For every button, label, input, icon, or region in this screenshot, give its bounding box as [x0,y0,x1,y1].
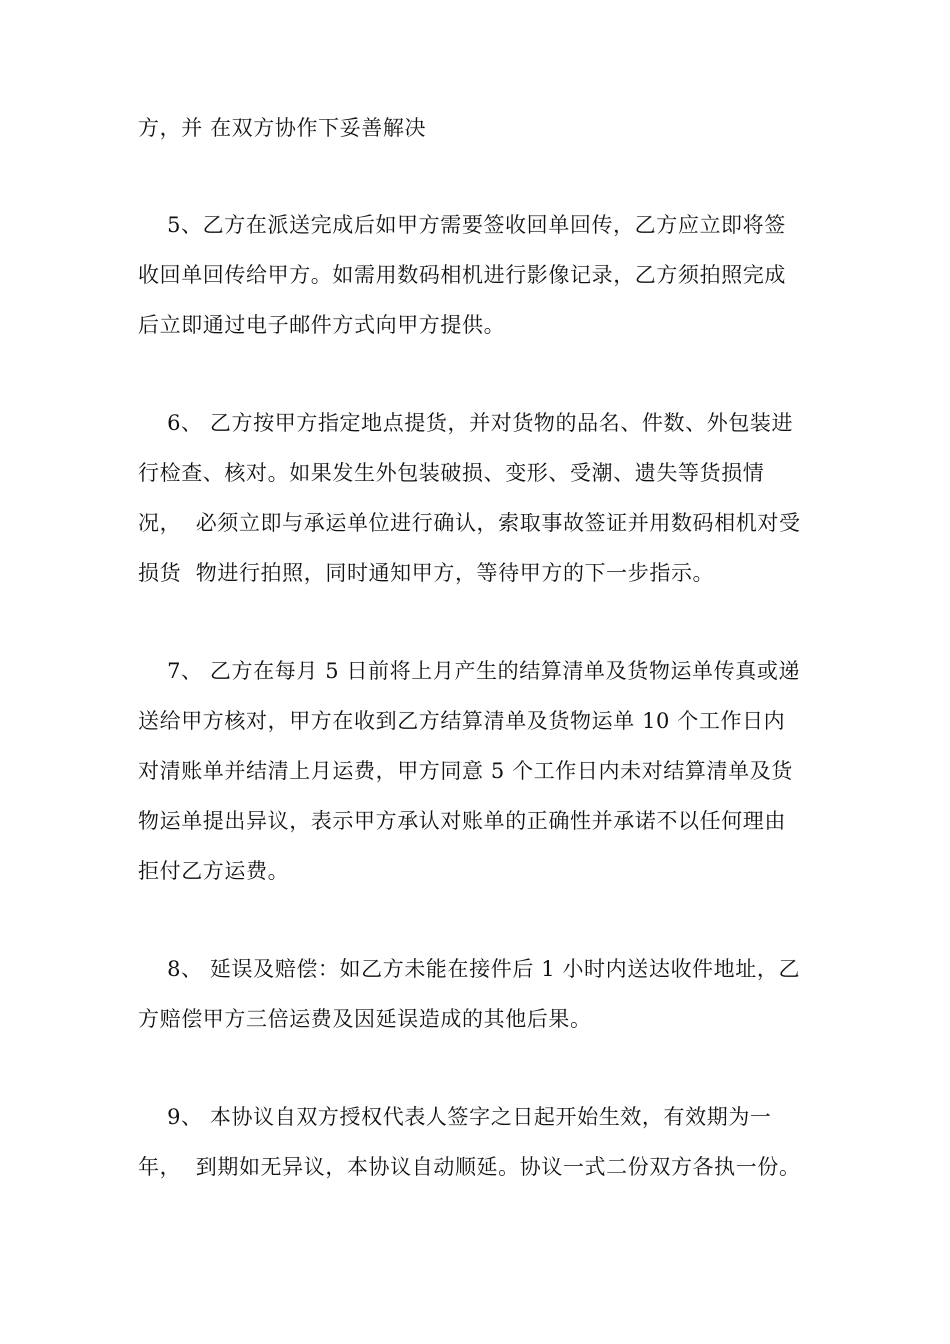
text-line: 物运单提出异议，表示甲方承认对账单的正确性并承诺不以任何理由 [138,809,786,833]
text-line: 6、 乙方按甲方指定地点提货，并对货物的品名、件数、外包装进 [138,411,794,435]
text-line: 7、 乙方在每月 5 日前将上月产生的结算清单及货物运单传真或递 [138,659,801,683]
text-line: 拒付乙方运费。 [138,859,290,883]
text-line: 送给甲方核对，甲方在收到乙方结算清单及货物运单 10 个工作日内 [138,709,786,733]
text-line: 况， 必须立即与承运单位进行确认，索取事故签证并用数码相机对受 [138,511,801,535]
text-line: 损货 物进行拍照，同时通知甲方，等待甲方的下一步指示。 [138,561,715,585]
text-line: 方，并 在双方协作下妥善解决 [138,116,427,140]
text-line: 5、乙方在派送完成后如甲方需要签收回单回传，乙方应立即将签 [138,213,786,237]
text-line: 方赔偿甲方三倍运费及因延误造成的其他后果。 [138,1007,592,1031]
text-line: 9、 本协议自双方授权代表人签字之日起开始生效，有效期为一 [138,1105,772,1129]
text-line: 对清账单并结清上月运费，甲方同意 5 个工作日内未对结算清单及货 [138,759,793,783]
text-line: 行检查、核对。如果发生外包装破损、变形、受潮、遗失等货损情 [138,461,765,485]
text-line: 收回单回传给甲方。如需用数码相机进行影像记录，乙方须拍照完成 [138,263,786,287]
text-line: 8、 延误及赔偿：如乙方未能在接件后 1 小时内送达收件地址，乙 [138,957,801,981]
text-line: 年， 到期如无异议，本协议自动顺延。协议一式二份双方各执一份。 [138,1155,801,1179]
text-line: 后立即通过电子邮件方式向甲方提供。 [138,313,506,337]
